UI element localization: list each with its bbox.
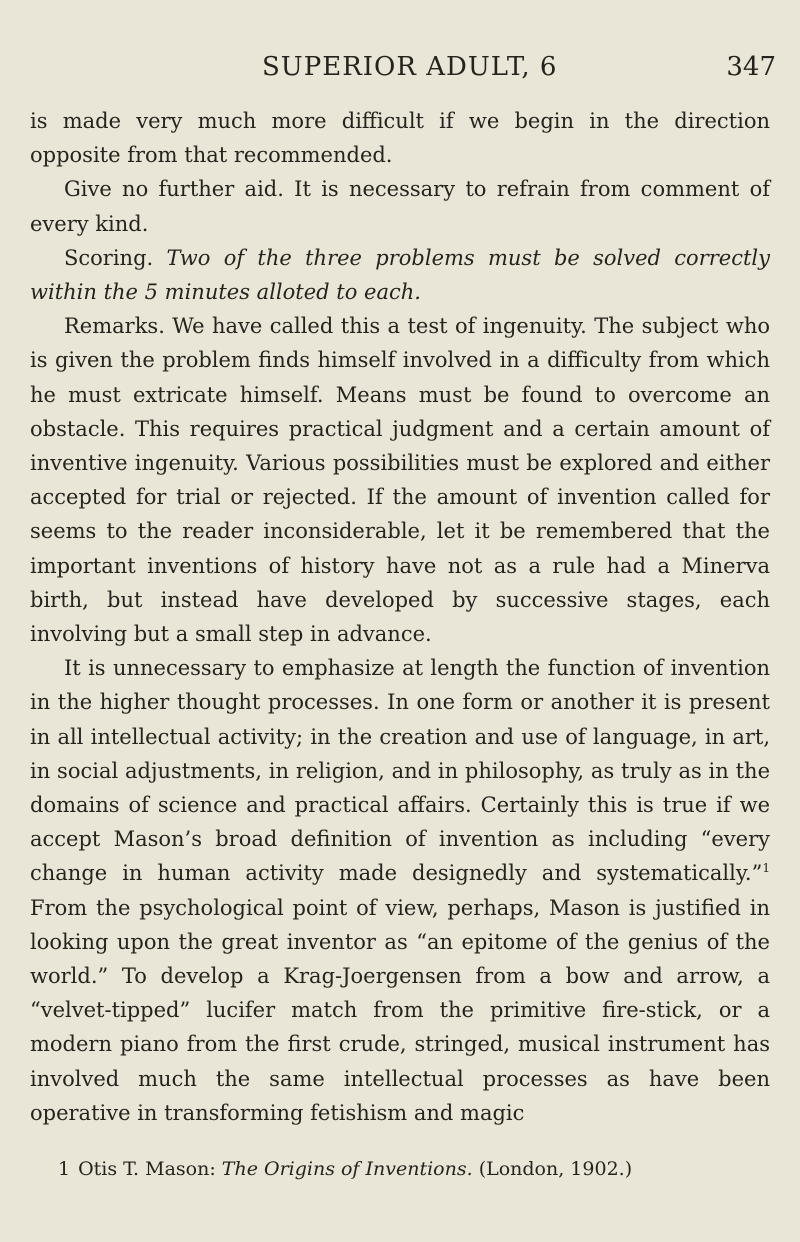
remarks-text: We have called this a test of ingenuity. The subject who is given the problem finds himself involved in a difficulty from which he must extricate himself. Means must be found to overcome an obstacle. This requires practical judgment and a certain amount of inventive ingenuity. Various possibilities must be explored and either accepted for trial or rejected. If the amount of invention called for seems to the reader inconsiderable, let it be remembered that the important inventions of history have not as a rule had a Minerva birth, but instead have developed by successive stages, each involving but a small step in advance. — [30, 314, 770, 647]
invention-text-part-1: It is unnecessary to emphasize at length the function of invention in the higher thought processes. In one form or another it is present in all intellectual activity; in the creation and use of language, in art, in social adjustments, in religion, and in philosophy, as truly as in the domains of science and practical affairs. Certainly this is true if we accept Mason’s broad definition of invention as including “every change in human activity made designedly and systematically.” — [30, 656, 770, 886]
paragraph-continuation: is made very much more difficult if we begin in the direction opposite from that recommended. — [30, 109, 770, 168]
body-text — [30, 104, 770, 1130]
footnote-marker: 1 — [58, 1158, 71, 1180]
paragraph-scoring — [30, 241, 770, 309]
scoring-text: Two of the three problems must be solved correctly within the 5 minutes alloted to each. — [30, 245, 770, 305]
footnote-reference: 1 — [762, 861, 770, 876]
paragraph-invention — [30, 651, 770, 1130]
paragraph-instruction: Give no further aid. It is necessary to refrain from comment of every kind. — [30, 177, 770, 236]
footnote — [58, 1158, 778, 1180]
invention-text-part-2: From the psychological point of view, perhaps, Mason is justified in looking upon the great inventor as “an epitome of the genius of the world.” To develop a Krag-Joergensen from a bow and arrow, a “velvet-tipped” lucifer match from the primitive fire-stick, or a modern piano from the first crude, stringed, musical instrument has involved much the same intellectual processes as have been operative in transforming fetishism and magic — [30, 895, 770, 1125]
page-number: 347 — [726, 52, 776, 82]
scoring-label: Scoring. — [64, 245, 154, 270]
page-header — [0, 52, 800, 88]
footnote-title: The Origins of Inventions. — [221, 1158, 473, 1180]
paragraph-remarks — [30, 309, 770, 651]
footnote-publication: (London, 1902.) — [478, 1158, 633, 1180]
remarks-label: Remarks. — [64, 314, 165, 339]
running-head: SUPERIOR ADULT, 6 — [262, 52, 558, 82]
footnote-author: Otis T. Mason: — [78, 1158, 216, 1180]
